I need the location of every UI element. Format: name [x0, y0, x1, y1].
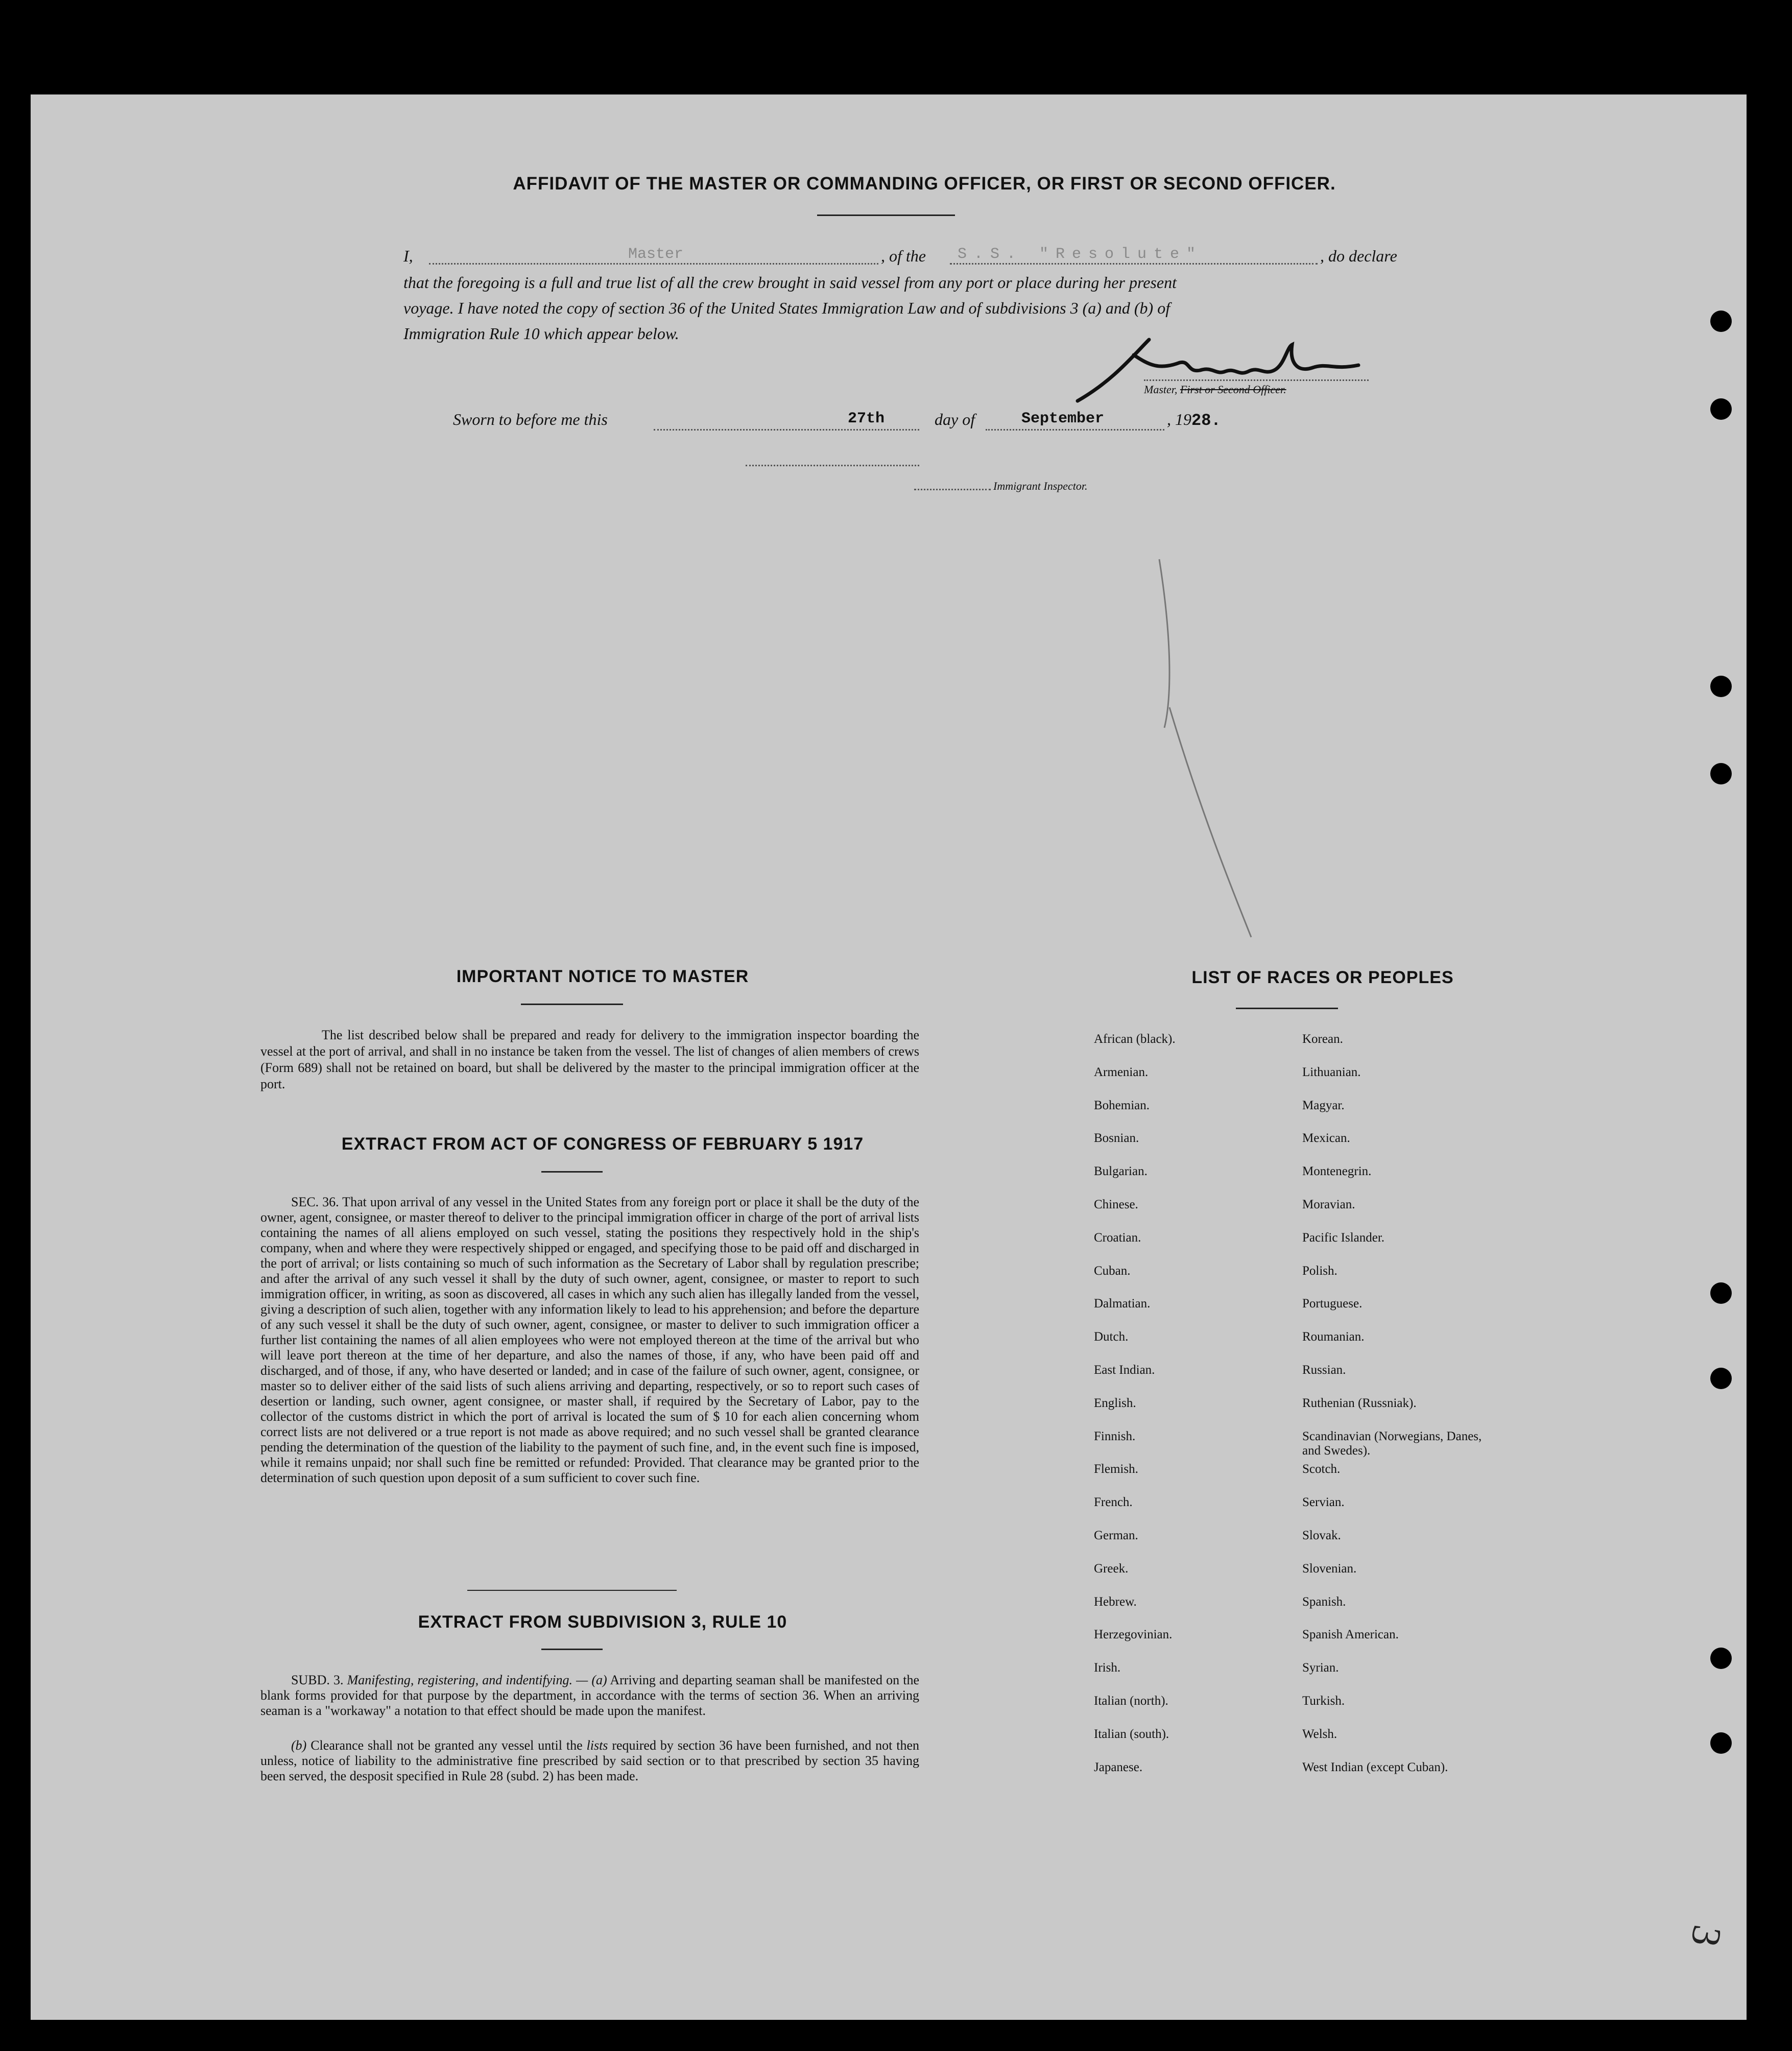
race-item: Scandinavian (Norwegians, Danes, and Swedes).: [1302, 1429, 1482, 1458]
year-prefix: , 19: [1167, 410, 1191, 428]
affidavit-statement-2: voyage. I have noted the copy of section 36 of the United States Immigration Law and of subdivisions 3 (a) and (b) of: [403, 299, 1170, 317]
race-item: Slovak.: [1302, 1529, 1341, 1542]
binder-hole: [1710, 1282, 1732, 1304]
race-item: Syrian.: [1302, 1661, 1339, 1675]
race-item: Herzegovinian.: [1094, 1628, 1173, 1642]
rule-a-rest: Arriving and departing seaman shall be manifested on the blank forms provided for that purpose by the department, in accordance with the terms of section 36. When an arriving seaman is a "workaway" a notation to that effect should be made upon the manifest.: [260, 1673, 920, 1718]
race-item: Armenian.: [1094, 1065, 1149, 1079]
signature-caption-master: Master,: [1144, 383, 1178, 396]
act-title-rule: [541, 1171, 603, 1173]
of-the-label: , of the: [881, 247, 926, 265]
affidavit-title-rule: [817, 214, 955, 216]
rule-b-text-1: Clearance shall not be granted any vessel until the: [310, 1738, 583, 1753]
notice-body: The list described below shall be prepared and ready for delivery to the immigration inspector boarding the vessel at the port of arrival, and shall in no instance be taken from the vessel. The list of changes of alien members of crews (Form 689) shall not be retained on board, but shall be delivered by the master to the principal immigration officer at the port.: [260, 1028, 919, 1091]
race-item: Spanish American.: [1302, 1628, 1399, 1642]
rule-a-heading: Manifesting, registering, and indentifying. — (a): [347, 1673, 607, 1687]
race-item: Polish.: [1302, 1263, 1337, 1278]
binder-hole: [1710, 763, 1732, 784]
signature-line: [1144, 379, 1369, 381]
race-item: Irish.: [1094, 1661, 1121, 1675]
affidavit-title: AFFIDAVIT OF THE MASTER OR COMMANDING OFFICER, OR FIRST OR SECOND OFFICER.: [513, 174, 1336, 194]
race-item: African (black).: [1094, 1032, 1176, 1046]
binder-hole: [1710, 1648, 1732, 1669]
act-end-rule: [467, 1590, 677, 1591]
vessel-field: S.S. "Resolute": [958, 246, 1203, 263]
race-item: Russian.: [1302, 1363, 1346, 1377]
sworn-month-line: [986, 429, 1164, 431]
sworn-day: 27th: [848, 410, 885, 427]
affidavit-i-label: I,: [403, 247, 413, 265]
race-item: Bosnian.: [1094, 1131, 1139, 1146]
race-item: Italian (north).: [1094, 1694, 1168, 1708]
pencil-mark: [1154, 554, 1256, 942]
affidavit-statement-1: that the foregoing is a full and true list of all the crew brought in said vessel from any port or place during her present: [403, 273, 1177, 292]
race-item: West Indian (except Cuban).: [1302, 1760, 1448, 1774]
race-item: Scotch.: [1302, 1462, 1341, 1476]
binder-hole: [1710, 398, 1732, 420]
notice-title: IMPORTANT NOTICE TO MASTER: [456, 967, 749, 986]
race-item: Servian.: [1302, 1495, 1345, 1510]
binder-hole: [1710, 676, 1732, 697]
race-item: Magyar.: [1302, 1098, 1345, 1112]
race-item: Moravian.: [1302, 1198, 1355, 1211]
declare-label: , do declare: [1320, 247, 1397, 265]
races-title-rule: [1236, 1008, 1338, 1009]
race-item: Roumanian.: [1302, 1330, 1365, 1344]
race-item: Korean.: [1302, 1032, 1343, 1046]
rank-field: Master: [628, 246, 684, 263]
inspector-label: Immigrant Inspector.: [993, 480, 1088, 492]
rule-paragraph-a: [260, 1673, 919, 1719]
race-item: Finnish.: [1094, 1429, 1136, 1443]
rule-a-lead: SUBD. 3.: [291, 1673, 344, 1687]
races-title: LIST OF RACES OR PEOPLES: [1191, 968, 1454, 987]
race-item: Dutch.: [1094, 1330, 1129, 1344]
rule-title: EXTRACT FROM SUBDIVISION 3, RULE 10: [418, 1612, 787, 1632]
day-of-label: day of: [935, 410, 975, 428]
sworn-label: Sworn to before me this: [453, 410, 608, 428]
year-suffix: 28.: [1191, 411, 1221, 430]
race-item: Greek.: [1094, 1561, 1129, 1576]
race-item: Lithuanian.: [1302, 1065, 1361, 1079]
race-item: Portuguese.: [1302, 1297, 1363, 1311]
rule-title-rule: [541, 1649, 603, 1650]
inspector-signature-line: [746, 465, 919, 466]
race-item: Croatian.: [1094, 1230, 1141, 1245]
race-item: Spanish.: [1302, 1594, 1346, 1609]
race-item: Bulgarian.: [1094, 1164, 1148, 1179]
act-title: EXTRACT FROM ACT OF CONGRESS OF FEBRUARY 5 1917: [341, 1134, 864, 1154]
race-item: English.: [1094, 1396, 1136, 1410]
binder-hole: [1710, 1732, 1732, 1754]
form-sheet: [31, 94, 1747, 2020]
race-item: East Indian.: [1094, 1363, 1155, 1377]
binder-hole: [1710, 1368, 1732, 1389]
race-item: Chinese.: [1094, 1198, 1138, 1211]
race-item: Mexican.: [1302, 1131, 1350, 1146]
race-item: Bohemian.: [1094, 1098, 1150, 1112]
race-item: Ruthenian (Russniak).: [1302, 1396, 1417, 1410]
race-item: Welsh.: [1302, 1727, 1337, 1741]
notice-title-rule: [521, 1004, 623, 1005]
rule-b-text-2: required by section 36 have been furnished, and not then unless, notice of liability to the administrative fine prescribed by said section or to that prescribed by section 35 having been served, the desposit specified in Rule 28 (subd. 2) has been made.: [260, 1738, 919, 1783]
race-item: Pacific Islander.: [1302, 1230, 1385, 1245]
race-item: Montenegrin.: [1302, 1164, 1372, 1179]
race-item: Italian (south).: [1094, 1727, 1169, 1741]
race-item: Cuban.: [1094, 1263, 1131, 1278]
rule-paragraph-b: [260, 1738, 919, 1784]
page-number-mark: 3: [1682, 1922, 1730, 1950]
rule-b-lists: lists: [586, 1738, 608, 1753]
rank-field-line: [429, 263, 878, 265]
signature-caption-struck: First or Second Officer.: [1180, 383, 1286, 396]
race-item: Turkish.: [1302, 1694, 1345, 1708]
vessel-field-line: [950, 263, 1318, 265]
rule-b-lead: (b): [291, 1738, 307, 1753]
binder-hole: [1710, 311, 1732, 332]
race-item: Hebrew.: [1094, 1594, 1137, 1609]
race-item: Flemish.: [1094, 1462, 1138, 1476]
act-body: SEC. 36. That upon arrival of any vessel in the United States from any foreign port or place it shall be the duty of the owner, agent, consignee, or master thereof to deliver to the principal immigration officer in charge of the port of arrival lists containing the names of all aliens employed on such vessel, stating the positions they respectively hold in the ship's company, when and where they were respectively shipped or engaged, and specifying those to be paid off and discharged in the port of arrival; or lists containing so much of such information as the Secretary of Labor shall by regulation prescribe; and after the arrival of any such vessel it shall by the duty of such owner, agent, consignee, or master to report to such immigration officer, in writing, as soon as discovered, all cases in which any such alien has illegally landed from the vessel, giving a description of such alien, together with any information likely to lead to his apprehension; and before the departure of any such vessel it shall be the duty of such owner, agent, consignee, or master to deliver to such immigration officer a further list containing the names of all alien employees who were not employed thereon at the time of the arrival but who will leave port thereon at the time of her departure, and also the names of those, if any, who have been paid off and discharged, and of those, if any, who have deserted or landed; and in case of the failure of such owner, agent, consignee, or master so to deliver either of the said lists of such aliens arriving and departing, respectively, or so to report such cases of desertion or landing, such owner, agent consignee, or master shall, if required by the Secretary of Labor, pay to the collector of the customs district in which the port of arrival is located the sum of $ 10 for each alien concerning whom correct lists are not delivered or a true report is not made as above required; and no such vessel shall be granted clearance pending the determination of the question of the liability to the payment of such fine, and, in the event such fine is imposed, while it remains unpaid; nor shall such fine be remitted or refunded: Provided. That clearance may be granted prior to the determination of such question upon deposit of a sum sufficient to cover such fine.: [260, 1195, 919, 1485]
sworn-month: September: [1021, 410, 1105, 427]
race-item: Dalmatian.: [1094, 1297, 1151, 1311]
affidavit-statement-3: Immigration Rule 10 which appear below.: [403, 324, 679, 343]
inspector-title-line: [914, 489, 991, 490]
race-item: Slovenian.: [1302, 1561, 1357, 1576]
race-item: French.: [1094, 1495, 1133, 1510]
race-item: German.: [1094, 1529, 1138, 1542]
sworn-day-line: [654, 429, 919, 431]
race-item: Japanese.: [1094, 1760, 1143, 1774]
